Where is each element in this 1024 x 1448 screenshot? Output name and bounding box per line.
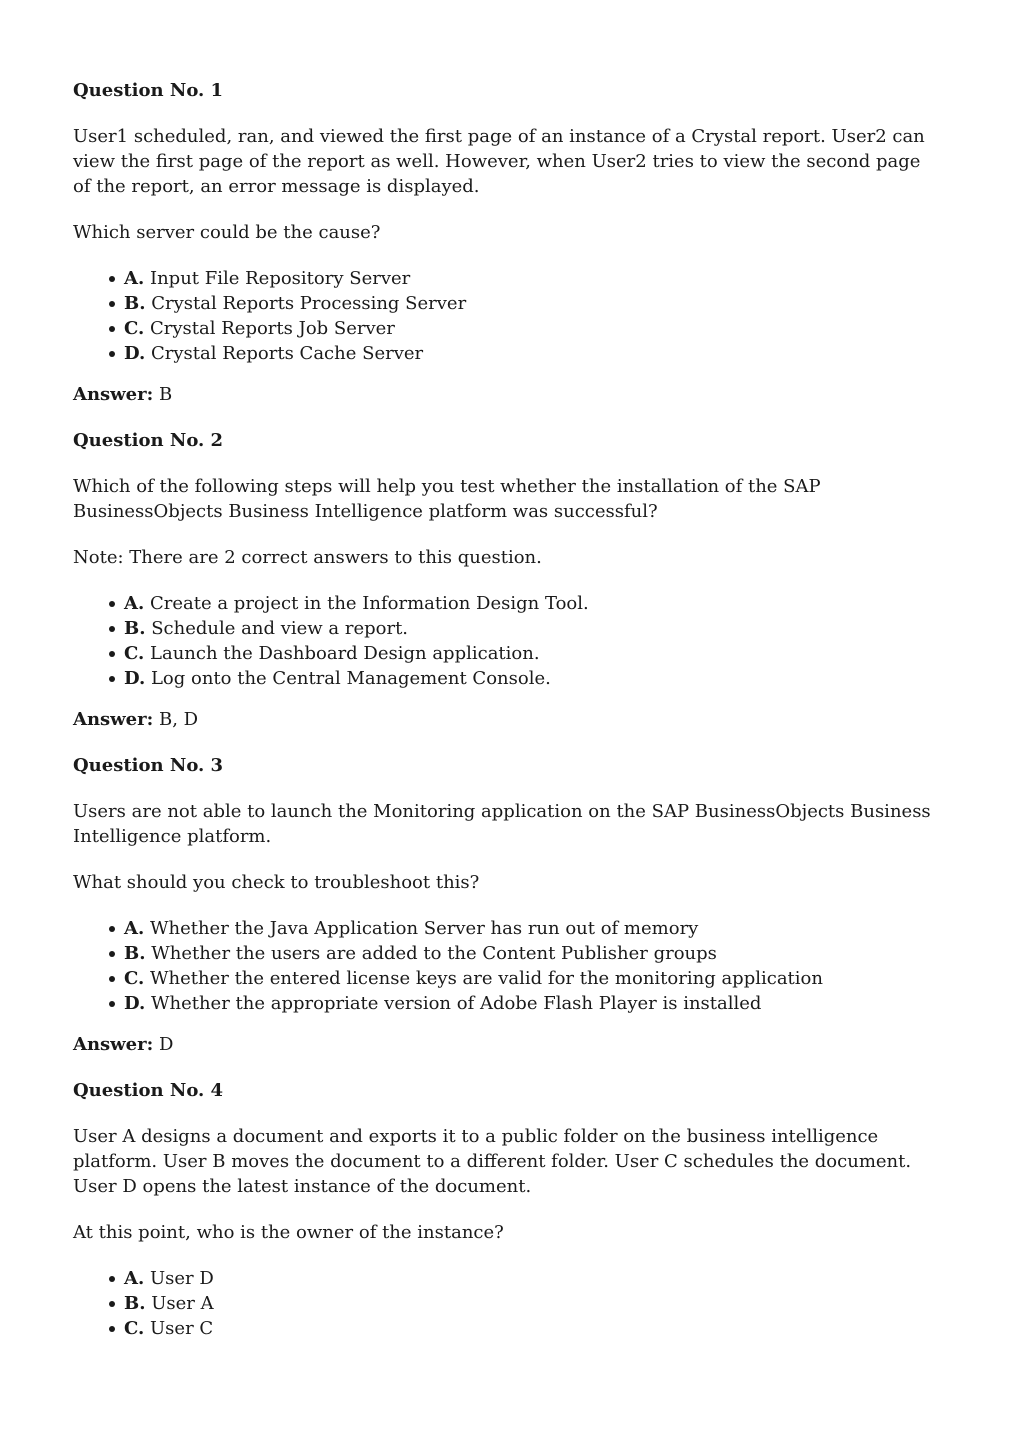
option-letter: C. [124,318,145,339]
answer-line [73,382,942,407]
option-letter: D. [124,668,146,689]
option-letter: A. [124,593,145,614]
question-title: Question No. 4 [73,1080,224,1101]
question-title: Question No. 1 [73,80,224,101]
option-a [106,916,942,941]
question-1 [73,78,942,407]
option-b [106,941,942,966]
option-letter: A. [124,1268,145,1289]
option-text: Whether the users are added to the Content Publisher groups [151,943,717,964]
question-note: Note: There are 2 correct answers to this question. [73,547,542,568]
answer-line [73,707,942,732]
option-letter: D. [124,343,146,364]
option-text: Crystal Reports Job Server [150,318,395,339]
option-d [106,991,942,1016]
option-letter: B. [124,943,146,964]
options-list [73,916,942,1016]
question-title: Question No. 3 [73,755,224,776]
option-a [106,591,942,616]
answer-label: Answer: [73,384,154,405]
option-letter: C. [124,1318,145,1339]
answer-value: B, D [159,709,199,730]
option-letter: C. [124,968,145,989]
option-b [106,616,942,641]
option-text: User D [149,1268,214,1289]
question-prompt: At this point, who is the owner of the instance? [73,1222,504,1243]
options-list [73,1266,942,1341]
answer-label: Answer: [73,1034,154,1055]
answer-value: B [159,384,173,405]
options-list [73,591,942,691]
question-text: User A designs a document and exports it to a public folder on the business intelligence platform. User B moves the document to a different folder. User C schedules the document. User D opens the latest instance of the document. [73,1126,912,1197]
answer-value: D [159,1034,174,1055]
option-letter: C. [124,643,145,664]
option-letter: B. [124,618,146,639]
option-d [106,666,942,691]
option-text: Whether the Java Application Server has run out of memory [149,918,699,939]
option-letter: B. [124,293,146,314]
question-prompt: Which server could be the cause? [73,222,381,243]
options-list [73,266,942,366]
question-text: Users are not able to launch the Monitoring application on the SAP BusinessObjects Business Intelligence platform. [73,801,931,847]
option-c [106,966,942,991]
question-prompt: What should you check to troubleshoot this? [73,872,480,893]
question-text: Which of the following steps will help you test whether the installation of the SAP BusinessObjects Business Intelligence platform was successful? [73,476,821,522]
option-a [106,266,942,291]
option-c [106,641,942,666]
option-letter: B. [124,1293,146,1314]
option-text: Crystal Reports Processing Server [151,293,467,314]
answer-line [73,1032,942,1057]
option-text: Launch the Dashboard Design application. [150,643,540,664]
question-4 [73,1078,942,1341]
option-text: Crystal Reports Cache Server [150,343,424,364]
option-a [106,1266,942,1291]
question-2 [73,428,942,732]
option-text: User C [150,1318,214,1339]
option-letter: A. [124,268,145,289]
option-text: Whether the entered license keys are valid for the monitoring application [150,968,823,989]
answer-label: Answer: [73,709,154,730]
option-text: Whether the appropriate version of Adobe Flash Player is installed [150,993,762,1014]
option-b [106,1291,942,1316]
option-text: Log onto the Central Management Console. [150,668,551,689]
option-text: Input File Repository Server [149,268,411,289]
option-c [106,316,942,341]
option-text: Create a project in the Information Design Tool. [149,593,589,614]
option-b [106,291,942,316]
option-text: Schedule and view a report. [151,618,409,639]
option-c [106,1316,942,1341]
option-letter: A. [124,918,145,939]
question-3 [73,753,942,1057]
question-title: Question No. 2 [73,430,224,451]
option-d [106,341,942,366]
question-text: User1 scheduled, ran, and viewed the first page of an instance of a Crystal report. User2 can view the first page of the report as well. However, when User2 tries to view the second page of the report, an error message is displayed. [73,126,925,197]
option-letter: D. [124,993,146,1014]
option-text: User A [151,1293,214,1314]
